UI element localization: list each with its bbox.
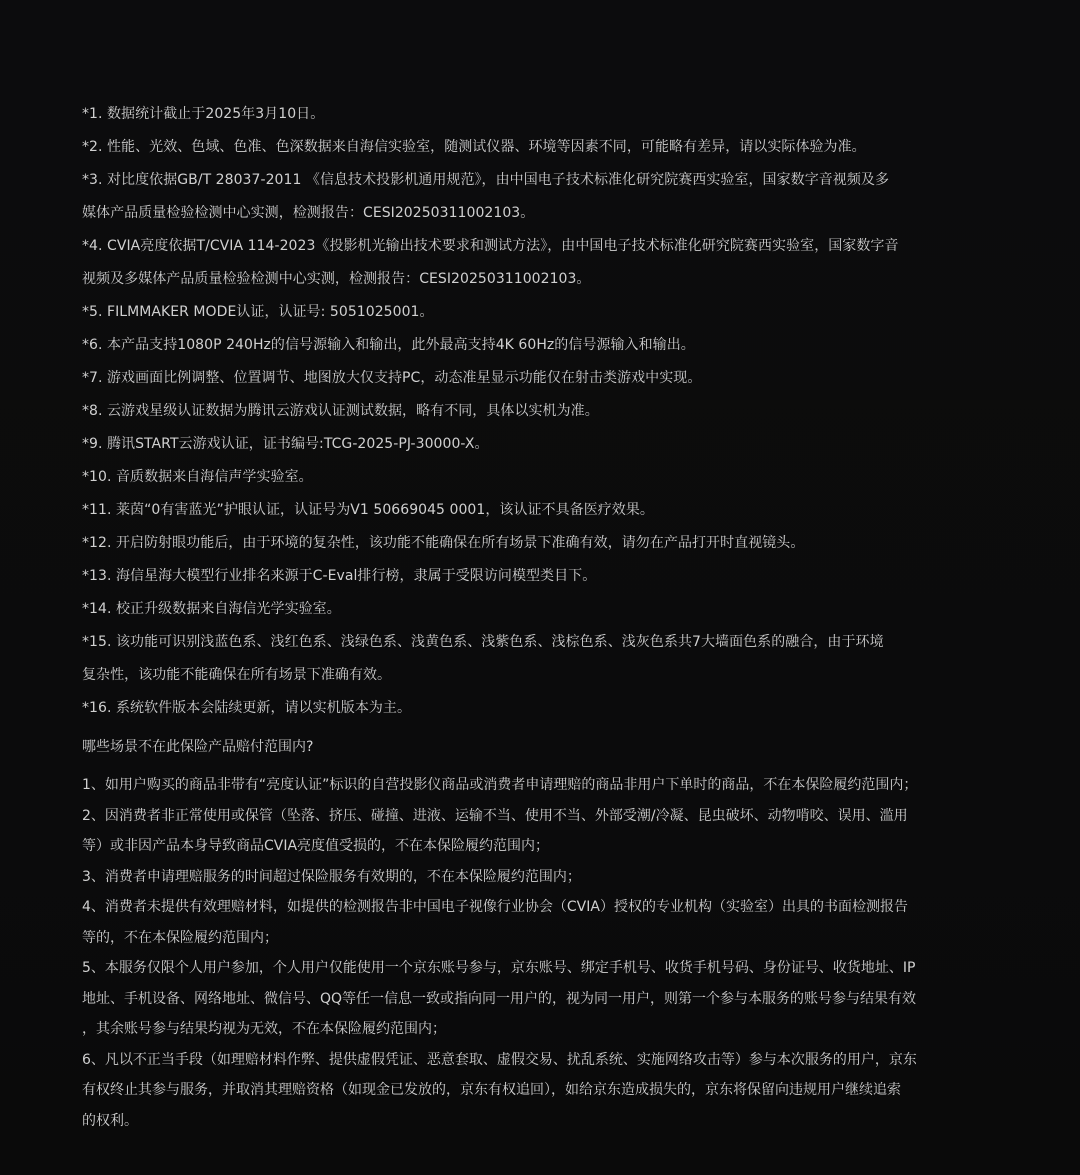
footnote-line: *6. 本产品支持1080P 240Hz的信号源输入和输出，此外最高支持4K 60Hz的信号源输入和输出。 (82, 337, 695, 353)
exclusion-item (82, 1045, 1022, 1137)
footnote-line: 媒体产品质量检验检测中心实测，检测报告：CESI20250311002103。 (82, 205, 535, 221)
footnote-item (82, 230, 1012, 296)
footnote-line: *16. 系统软件版本会陆续更新，请以实机版本为主。 (82, 700, 412, 716)
footnote-line: 视频及多媒体产品质量检验检测中心实测，检测报告：CESI20250311002103。 (82, 271, 591, 287)
exclusion-line: 地址、手机设备、网络地址、微信号、QQ等任一信息一致或指向同一用户的，视为同一用户，则第一个参与本服务的账号参与结果有效 (82, 990, 917, 1007)
footnote-line: *14. 校正升级数据来自海信光学实验室。 (82, 601, 341, 617)
footnote-line: *13. 海信星海大模型行业排名来源于C-Eval排行榜，隶属于受限访问模型类目下。 (82, 568, 597, 584)
exclusions-heading: 哪些场景不在此保险产品赔付范围内? (82, 739, 314, 755)
exclusion-item (82, 801, 1022, 862)
footnote-item (82, 395, 1012, 428)
footnote-line: *10. 音质数据来自海信声学实验室。 (82, 469, 313, 485)
exclusion-line: 的权利。 (82, 1112, 138, 1129)
footnote-item (82, 329, 1012, 362)
footnote-line: *11. 莱茵“0有害蓝光”护眼认证，认证号为V1 50669045 0001，该认证不具备医疗效果。 (82, 502, 654, 518)
exclusion-line: ，其余账号参与结果均视为无效，不在本保险履约范围内； (82, 1021, 446, 1037)
footnote-item (82, 98, 1012, 131)
footnote-line: *2. 性能、光效、色域、色准、色深数据来自海信实验室，随测试仪器、环境等因素不同，可能略有差异，请以实际体验为准。 (82, 139, 866, 155)
footnote-line: 复杂性，该功能不能确保在所有场景下准确有效。 (82, 667, 392, 683)
footnote-line: *5. FILMMAKER MODE认证，认证号: 5051025001。 (82, 304, 434, 320)
exclusion-line: 3、消费者申请理赔服务的时间超过保险服务有效期的，不在本保险履约范围内； (82, 868, 581, 885)
footnote-item (82, 527, 1012, 560)
footnote-item (82, 428, 1012, 461)
footnote-item (82, 593, 1012, 626)
exclusion-line: 等的，不在本保险履约范围内； (82, 929, 278, 946)
exclusion-line: 2、因消费者非正常使用或保管（坠落、挤压、碰撞、进液、运输不当、使用不当、外部受潮/冷凝、昆虫破坏、动物啃咬、误用、滥用 (82, 807, 908, 824)
footnote-item (82, 560, 1012, 593)
footnote-item (82, 461, 1012, 494)
exclusion-line: 1、如用户购买的商品非带有“亮度认证”标识的自营投影仪商品或消费者申请理赔的商品非用户下单时的商品，不在本保险履约范围内； (82, 777, 918, 793)
footnote-line: *1. 数据统计截止于2025年3月10日。 (82, 106, 325, 122)
footnote-list (82, 98, 1012, 725)
exclusion-line: 有权终止其参与服务，并取消其理赔资格（如现金已发放的，京东有权追回），如给京东造成损失的，京东将保留向违规用户继续追索 (82, 1082, 901, 1098)
exclusion-item (82, 862, 1022, 893)
footnote-line: *9. 腾讯START云游戏认证，证书编号:TCG-2025-PJ-30000-X。 (82, 436, 489, 452)
footnote-item (82, 692, 1012, 725)
footnote-line: *8. 云游戏星级认证数据为腾讯云游戏认证测试数据，略有不同，具体以实机为准。 (82, 403, 599, 419)
footnote-item (82, 164, 1012, 230)
footnote-line: *12. 开启防射眼功能后，由于环境的复杂性，该功能不能确保在所有场景下准确有效，请勿在产品打开时直视镜头。 (82, 535, 805, 551)
footnote-line: *7. 游戏画面比例调整、位置调节、地图放大仅支持PC，动态准星显示功能仅在射击类游戏中实现。 (82, 370, 702, 386)
footnote-line: *3. 对比度依据GB/T 28037-2011 《信息技术投影机通用规范》，由中国电子技术标准化研究院赛西实验室，国家数字音视频及多 (82, 172, 889, 188)
exclusion-list (82, 770, 1022, 1136)
exclusion-line: 6、凡以不正当手段（如理赔材料作弊、提供虚假凭证、恶意套取、虚假交易、扰乱系统、实施网络攻击等）参与本次服务的用户，京东 (82, 1051, 917, 1068)
exclusion-line: 5、本服务仅限个人用户参加，个人用户仅能使用一个京东账号参与，京东账号、绑定手机号、收货手机号码、身份证号、收货地址、IP (82, 960, 916, 976)
footnote-item (82, 494, 1012, 527)
exclusion-item (82, 892, 1022, 953)
exclusion-line: 等）或非因产品本身导致商品CVIA亮度值受损的，不在本保险履约范围内； (82, 838, 550, 854)
exclusion-line: 4、消费者未提供有效理赔材料，如提供的检测报告非中国电子视像行业协会（CVIA）授权的专业机构（实验室）出具的书面检测报告 (82, 899, 908, 915)
footnote-item (82, 131, 1012, 164)
footnote-line: *4. CVIA亮度依据T/CVIA 114-2023《投影机光输出技术要求和测试方法》，由中国电子技术标准化研究院赛西实验室，国家数字音 (82, 238, 899, 254)
exclusion-item (82, 770, 1022, 801)
exclusion-item (82, 953, 1022, 1045)
footnote-item (82, 626, 1012, 692)
footnote-item (82, 362, 1012, 395)
footnote-line: *15. 该功能可识别浅蓝色系、浅红色系、浅绿色系、浅黄色系、浅紫色系、浅棕色系、浅灰色系共7大墙面色系的融合，由于环境 (82, 634, 884, 650)
footnote-item (82, 296, 1012, 329)
